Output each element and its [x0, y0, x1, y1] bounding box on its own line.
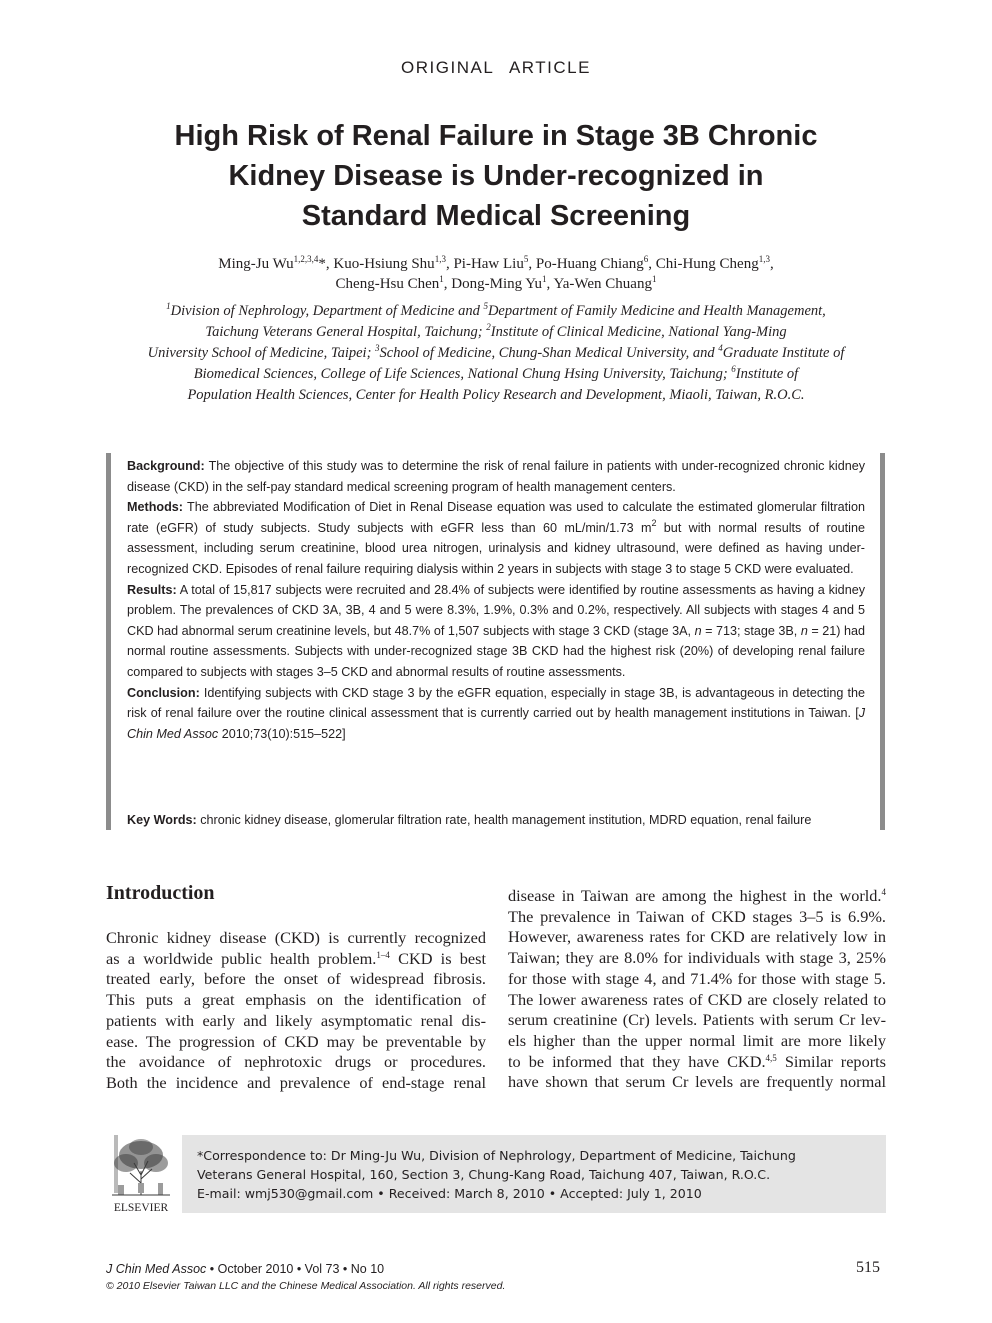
corresponding-mark: * [318, 256, 326, 272]
italic-n: n [694, 623, 702, 638]
author-affil-sup: 5 [523, 254, 529, 264]
introduction-heading: Introduction [106, 882, 215, 904]
abstract-border-left [106, 453, 111, 830]
author-list: Ming-Ju Wu$^{1,2,3,4}$*, Kuo-Hsiung Shu$^{1,3}$, Pi-Haw Liu$^5$, Po-Huang Chiang$^6$, Chi-Hung Cheng$^{1,3}$, Cheng-Hsu Chen$^1$, Dong-Ming Yu$^1$, Ya-Wen Chuang$^1$ [218, 254, 774, 292]
author-affil-sup: 1 [651, 274, 657, 284]
author-name: Dong-Ming Yu [451, 276, 542, 292]
text-span: to be informed that they have CKD. [508, 1051, 766, 1071]
correspondence-line: Veterans General Hospital, 160, Section 3, Chung-Kang Road, Taichung 407, Taiwan, R.O.C. [197, 1167, 771, 1182]
affil-sup: 3 [375, 343, 380, 353]
text-line: This puts a great emphasis on the identification of [106, 990, 486, 1010]
abstract-label: Background: [127, 459, 205, 473]
text-span: disease in Taiwan are among the highest in the world. [508, 886, 882, 905]
citation-sup: 1–4 [376, 949, 390, 960]
superscript: 2 [651, 517, 657, 528]
journal-citation: J Chin Med Assoc [127, 706, 865, 741]
text-line [508, 886, 886, 907]
text-line: The lower awareness rates of CKD are closely related to [508, 989, 886, 1009]
abstract-border-right [880, 453, 885, 830]
affil-sup: 5 [483, 301, 488, 311]
keywords-label: Key Words: [127, 813, 197, 827]
abstract-conclusion [127, 683, 865, 745]
footer-citation [106, 1262, 505, 1276]
author-name: Pi-Haw Liu [453, 256, 524, 272]
text-span: as a worldwide public health problem. [106, 948, 377, 968]
abstract-background [127, 456, 865, 497]
affil-sup: 6 [731, 364, 736, 374]
text-line: have shown that serum Cr levels are frequently normal [508, 1072, 886, 1092]
affil-text: Taichung Veterans General Hospital, Taichung; [205, 324, 487, 340]
text-line: the avoidance of nephrotoxic drugs or procedures. [106, 1052, 486, 1072]
page-number: 515 [856, 1259, 880, 1276]
footer-issue: • October 2010 • Vol 73 • No 10 [206, 1262, 385, 1276]
abstract-text: = 21) had normal routine assessments. Subjects with under-recognized stage 3B CKD had the highest risk (20%) of developing renal failure compared to subjects with stages 3–5 CKD and abnormal results of routine assessments. [127, 623, 865, 679]
elsevier-logo [104, 1133, 178, 1215]
abstract-text: but with normal results of routine assessment, including serum creatinine, blood urea nitrogen, urinalysis and kidney ultrasound, were defined as having under-recognized CKD. Episodes of renal failure requiring dialysis within 2 years in subjects with stage 3 to stage 5 CKD were evaluated. [127, 520, 865, 576]
author-name: Kuo-Hsiung Shu [333, 256, 435, 272]
abstract-text: = 713; stage 3B, [701, 623, 801, 638]
affil-sup: 2 [486, 322, 491, 332]
abstract-results [127, 580, 865, 683]
affil-text: Division of Nephrology, Department of Medicine and [170, 303, 484, 319]
author-affil-sup: 1,3 [758, 254, 770, 264]
abstract-label: Conclusion: [127, 685, 200, 700]
affil-text: Biomedical Sciences, College of Life Sciences, National Chung Hsing University, Taichung; [193, 366, 732, 382]
section-label: ORIGINAL ARTICLE [401, 58, 591, 77]
text-span: Similar reports [776, 1051, 886, 1071]
author-name: Cheng-Hsu Chen [335, 276, 440, 292]
correspondence-line: *Correspondence to: Dr Ming-Ju Wu, Division of Nephrology, Department of Medicine, Taichung [197, 1148, 796, 1163]
author-name: Po-Huang Chiang [535, 256, 644, 272]
text-line: The prevalence in Taiwan of CKD stages 3–5 is 6.9%. [508, 906, 886, 926]
abstract-label: Methods: [127, 500, 183, 515]
author-affil-sup: 6 [643, 254, 649, 264]
intro-right-column [508, 886, 886, 1093]
elsevier-tree-icon [104, 1133, 178, 1215]
text-line: for those with stage 4, and 71.4% for those with stage 5. [508, 968, 886, 988]
text-line: Both the incidence and prevalence of end-stage renal [106, 1072, 486, 1092]
author-name: Ming-Ju Wu [218, 256, 294, 272]
text-line: ease. The progression of CKD may be preventable by [106, 1031, 486, 1051]
abstract-methods [127, 497, 865, 579]
author-name: Chi-Hung Cheng [655, 256, 759, 272]
abstract-text: 2010;73(10):515–522] [218, 726, 346, 741]
text-span: CKD is best [389, 948, 486, 968]
abstract [127, 456, 865, 744]
abstract-text: The objective of this study was to determine the risk of renal failure in patients with under-recognized chronic kidney disease (CKD) in the self-pay standard medical screening program of health management centers. [127, 459, 865, 494]
correspondence-line: E-mail: wmj530@gmail.com • Received: March 8, 2010 • Accepted: July 1, 2010 [197, 1186, 702, 1201]
footer-copyright: © 2010 Elsevier Taiwan LLC and the Chinese Medical Association. All rights reserved. [106, 1280, 506, 1292]
citation-sup: 4,5 [765, 1052, 777, 1063]
author-affil-sup: 1 [541, 274, 547, 284]
text-line: Taiwan; they are 8.0% for individuals with stage 3, 25% [508, 948, 886, 968]
affil-sup: 1 [166, 301, 171, 311]
footer-journal: J Chin Med Assoc [106, 1262, 207, 1276]
text-line: serum creatinine (Cr) levels. Patients with serum Cr lev- [508, 1010, 886, 1030]
affil-text: Department of Family Medicine and Health Management, [487, 303, 826, 319]
affil-text: Graduate Institute of [722, 345, 845, 361]
affil-text: Institute of [735, 366, 799, 382]
abstract-text: A total of 15,817 subjects were recruited and 28.4% of subjects were identified by routine assessments as having a kidney problem. The prevalences of CKD 3A, 3B, 4 and 5 were 8.3%, 1.9%, 0.3% and 0.2%, respectively. All subjects with stages 4 and 5 CKD had abnormal serum creatinine levels, but 48.7% of 1,507 subjects with stage 3 CKD (stage 3A, [127, 582, 865, 638]
affil-text: Institute of Clinical Medicine, National Yang-Ming [490, 324, 787, 340]
citation-sup: 4 [881, 887, 886, 897]
correspondence [197, 1146, 877, 1203]
affil-text: School of Medicine, Chung-Shan Medical University, and [379, 345, 719, 361]
abstract-text: The abbreviated Modification of Diet in Renal Disease equation was used to calculate the estimated glomerular filtration rate (eGFR) of study subjects. Study subjects with eGFR less than 60 mL/min/1.73 m [127, 500, 865, 535]
italic-n: n [800, 623, 808, 638]
title-line: High Risk of Renal Failure in Stage 3B Chronic [174, 120, 818, 152]
article-title [100, 116, 892, 236]
affil-text: University School of Medicine, Taipei; [147, 345, 376, 361]
text-line [106, 949, 486, 970]
footer [106, 1262, 505, 1292]
keywords [127, 810, 867, 830]
text-line: treated early, before the onset of widespread fibrosis. [106, 969, 486, 989]
abstract-text: Identifying subjects with CKD stage 3 by the eGFR equation, especially in stage 3B, is advantageous in detecting the risk of renal failure over the routine clinical assessment that is currently carried out by health management institutions in Taiwan. [ [127, 685, 865, 721]
title-line: Standard Medical Screening [301, 200, 691, 232]
intro-left-column [106, 928, 486, 1094]
keywords-text: chronic kidney disease, glomerular filtration rate, health management institution, MDRD equation, renal failure [196, 813, 812, 827]
affil-text: Population Health Sciences, Center for Health Policy Research and Development, Miaoli, Taiwan, R.O.C. [187, 387, 805, 403]
text-line: els higher than the upper normal limit are more likely [508, 1030, 886, 1050]
text-line: Chronic kidney disease (CKD) is currently recognized [106, 928, 486, 947]
text-line [508, 1052, 886, 1073]
author-name: Ya-Wen Chuang [553, 276, 652, 292]
abstract-label: Results: [127, 582, 177, 597]
title-line: Kidney Disease is Under-recognized in [228, 160, 764, 192]
text-line: However, awareness rates for CKD are relatively low in [508, 927, 886, 947]
text-line: patients with early and likely asymptomatic renal dis- [106, 1010, 486, 1030]
author-affil-sup: 1 [439, 274, 444, 284]
affil-sup: 4 [718, 343, 723, 353]
author-affil-sup: 1,2,3,4 [293, 254, 319, 264]
logo-wordmark: ELSEVIER [113, 1202, 169, 1214]
affiliations [100, 301, 892, 406]
author-affil-sup: 1,3 [434, 254, 446, 264]
